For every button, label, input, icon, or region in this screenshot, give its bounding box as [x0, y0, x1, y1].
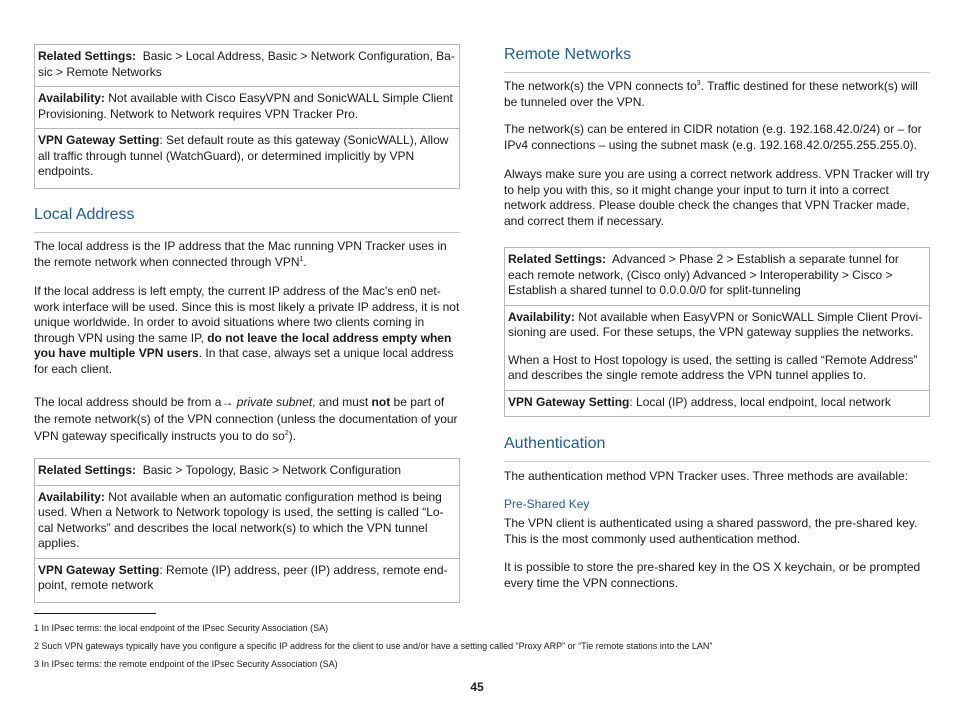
footnote-3: 3 In IPsec terms: the remote endpoint of the IPsec Security Association (SA) [34, 659, 338, 669]
authentication-paragraph-3: It is possible to store the pre-shared key in the OS X keychain, or be prompted every time the VPN connections. [504, 560, 921, 590]
related-settings-box-remote-networks [504, 247, 930, 417]
local-address-paragraph-2: If the local address is left empty, the current IP address of the Mac's en0 net-work interface will be used. Since this is most likely a private IP address, it is not unique worldwide. In order to avoid situations where two clients coming in through VPN using the same IP, do not leave the local address empty when you have multiple VPN users. In that case, always set a unique local address for each client. [34, 284, 460, 376]
remote-networks-paragraph-3: Always make sure you are using a correct network address. VPN Tracker will try to help you with this, so it might change your input to turn it into a correct network address. Please double check the changes that VPN Tracker made, and correct them if necessary. [504, 167, 930, 228]
authentication-heading: Authentication [504, 435, 606, 452]
authentication-paragraph-1: The authentication method VPN Tracker uses. Three methods are available: [504, 469, 908, 483]
availability-row: Availability: Not available when an automatic configuration method is being used. When a Network to Network topology is used, the setting is called “Lo-cal Networks” and describes the local network(s) to which the VPN tunnel applies. [35, 486, 459, 559]
gateway-setting-row [35, 129, 459, 188]
pre-shared-key-subheading: Pre-Shared Key [504, 497, 590, 511]
availability-row: Availability: Not available when EasyVPN or SonicWALL Simple Client Provi-sioning are used. For these setups, the VPN gateway supplies the networks. When a Host to Host topology is used, the setting is called “Remote Address” and describes the single remote address the VPN tunnel applies to. [505, 306, 929, 391]
footnote-1: 1 In IPsec terms: the local endpoint of the IPsec Security Association (SA) [34, 623, 329, 633]
gateway-setting-label: VPN Gateway Setting [38, 133, 160, 147]
footnote-2: 2 Such VPN gateways typically have you configure a specific IP address for the client to use and/or have a setting called “Proxy ARP” or “Tie remote stations into the LAN” [34, 641, 713, 651]
remote-networks-paragraph-2: The network(s) can be entered in CIDR notation (e.g. 192.168.42.0/24) or – for IPv4 connections – using the subnet mask (e.g. 192.168.42.0/255.255.255.0). [504, 122, 922, 152]
gateway-setting-text: : Set default route as this gateway (SonicWALL), Allow all traffic through tunnel (WatchGuard), or determined implicitly by VPN endpoints. [38, 133, 449, 178]
related-settings-label: Related Settings: [38, 49, 137, 63]
related-settings-row [35, 45, 459, 87]
remote-networks-paragraph-1: The network(s) the VPN connects $to^3$. Traffic destined for these network(s) will be tunneled over the VPN. [504, 79, 918, 109]
section-divider [34, 232, 460, 233]
section-divider [504, 461, 930, 462]
section-divider [504, 72, 930, 73]
related-settings-row: Related Settings: Advanced > Phase 2 > Establish a separate tunnel for each remote network, (Cisco only) Advanced > Interoperability > Cisco > Establish a shared tunnel to 0.0.0.0/0 for split-tunneling [505, 248, 929, 306]
footnote-divider [34, 613, 156, 614]
related-settings-box-local-address [34, 458, 460, 603]
related-settings-row: Related Settings: Basic > Topology, Basic > Network Configuration [35, 459, 459, 486]
gateway-setting-row: VPN Gateway Setting: Remote (IP) address, peer (IP) address, remote end-point, remote network [38, 562, 448, 592]
remote-networks-heading: Remote Networks [504, 46, 632, 63]
local-address-heading: Local Address [34, 206, 135, 223]
page-number: 45 [470, 680, 484, 694]
glossary-arrow-icon: → [221, 395, 234, 409]
availability-label: Availability: [38, 91, 105, 105]
local-address-paragraph-1: The local address is the IP address that the Mac running VPN Tracker uses in the remote network when connected through VPN$^1$. [34, 239, 447, 269]
related-settings-text: Basic > Local Address, Basic > Network Configuration, Ba-sic > Remote Networks [38, 49, 455, 79]
availability-row [35, 87, 459, 129]
gateway-setting-row: VPN Gateway Setting: Local (IP) address, local endpoint, local network [508, 394, 891, 409]
availability-text: Not available with Cisco EasyVPN and SonicWALL Simple Client Provisioning. Network to Network requires VPN Tracker Pro. [38, 91, 453, 121]
authentication-paragraph-2: The VPN client is authenticated using a shared password, the pre-shared key. This is the most commonly used authentication method. [504, 516, 918, 546]
local-address-paragraph-3: The local address should be from a→ private subnet, and must not be part of the remote network(s) of the VPN connection (unless the documentation of your VPN gateway specifically instructs you to do $so^2$). [34, 395, 458, 443]
related-settings-box-network [34, 44, 460, 189]
